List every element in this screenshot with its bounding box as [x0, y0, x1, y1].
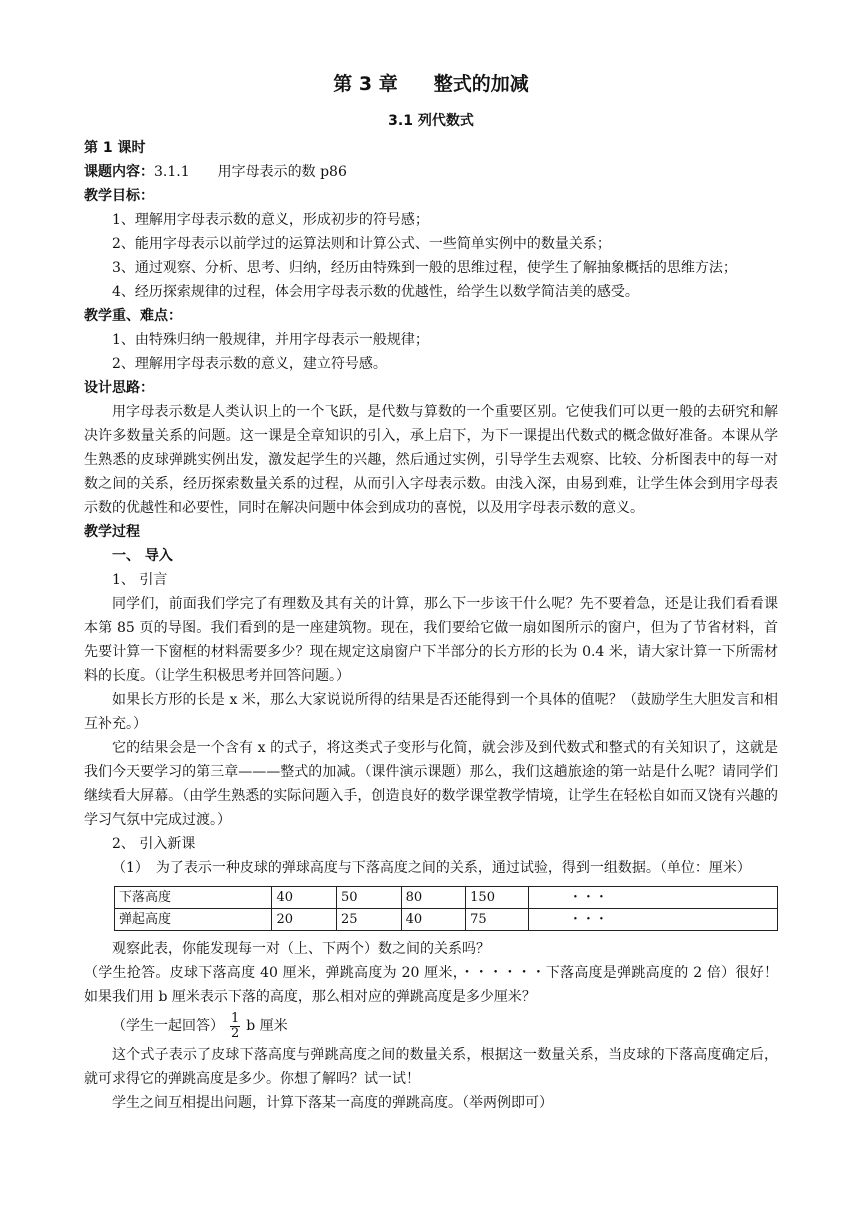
table-cell: 80 — [401, 887, 466, 909]
answer-suffix: b 厘米 — [246, 1018, 288, 1034]
table-cell: 40 — [401, 909, 466, 931]
answer-fraction-line — [84, 1009, 778, 1043]
question-line: 观察此表，你能发现每一对（上、下两个）数之间的关系吗？ — [112, 941, 490, 957]
table-cell: 40 — [272, 887, 337, 909]
table-row — [115, 909, 778, 931]
chapter-number: 第 3 章 — [333, 73, 398, 95]
intro-paragraph-1: 同学们，前面我们学完了有理数及其有关的计算，那么下一步该干什么呢？先不要着急，还是让我们看看课本第 85 页的导图。我们看到的是一座建筑物。现在，我们要给它做一扇如图所示的窗户，但为了节省材料，首先要计算一下窗框的材料需要多少？现在规定这扇窗户下半部分的长方形的长为 0.4 米，请大家计算一下所需材料的长度。（让学生积极思考并回答问题。） — [84, 596, 778, 684]
sub1-heading: 1、 引言 — [112, 572, 168, 588]
goal-item: 4、经历探索规律的过程，体会用字母表示数的优越性，给学生以数学简洁美的感受。 — [112, 284, 639, 300]
table-row — [115, 887, 778, 909]
answer-prefix: （学生一起回答） — [112, 1018, 224, 1034]
lesson-label: 第 1 课时 — [84, 140, 146, 156]
table-cell: 下落高度 — [115, 887, 272, 909]
design-heading: 设计思路： — [84, 380, 154, 396]
fraction-numerator: 1 — [231, 1010, 240, 1026]
fraction-one-half — [230, 1012, 240, 1041]
part1-heading: 一、 导入 — [112, 548, 173, 564]
exercise-paragraph: 学生之间互相提出问题，计算下落某一高度的弹跳高度。（举两例即可） — [112, 1095, 553, 1111]
keypoints-heading: 教学重、难点： — [84, 308, 182, 324]
bounce-data-table — [114, 886, 778, 931]
table-cell: ・・・ — [528, 909, 777, 931]
new-lesson-paragraph: （1） 为了表示一种皮球的弹球高度与下落高度之间的关系，通过试验，得到一组数据。（单位：厘米） — [112, 860, 751, 876]
goal-item: 1、理解用字母表示数的意义，形成初步的符号感； — [112, 212, 429, 228]
design-paragraph: 用字母表示数是人类认识上的一个飞跃，是代数与算数的一个重要区别。它使我们可以更一般的去研究和解决许多数量关系的问题。这一课是全章知识的引入，承上启下，为下一课提出代数式的概念做好准备。本课从学生熟悉的皮球弹跳实例出发，激发起学生的兴趣，然后通过实例，引导学生去观察、比较、分析图表中的每一对数之间的关系，经历探索数量关系的过程，从而引入字母表示数。由浅入深，由易到难，让学生体会到用字母表示数的优越性和必要性，同时在解决问题中体会到成功的喜悦，以及用字母表示数的意义。 — [84, 404, 778, 516]
chapter-name: 整式的加减 — [433, 73, 529, 95]
topic-line — [84, 160, 778, 184]
intro-paragraph-2: 如果长方形的长是 x 米，那么大家说说所得的结果是否还能得到一个具体的值呢？（鼓励学生大胆发言和相互补充。） — [84, 692, 778, 732]
keypoint-item: 2、理解用字母表示数的意义，建立符号感。 — [112, 356, 387, 372]
table-cell: ・・・ — [528, 887, 777, 909]
table-cell: 25 — [337, 909, 402, 931]
topic-label: 课题内容： — [84, 164, 154, 180]
keypoint-item: 1、由特殊归纳一般规律，并用字母表示一般规律； — [112, 332, 429, 348]
intro-paragraph-3: 它的结果会是一个含有 x 的式子，将这类式子变形与化简，就会涉及到代数式和整式的有关知识了，这就是我们今天要学习的第三章———整式的加减。（课件演示课题）那么，我们这趟旅途的第一站是什么呢？请同学们继续看大屏幕。（由学生熟悉的实际问题入手，创造良好的数学课堂教学情境，让学生在轻松自如而又饶有兴趣的学习气氛中完成过渡。） — [84, 740, 778, 828]
table-cell: 50 — [337, 887, 402, 909]
goals-heading: 教学目标： — [84, 188, 154, 204]
answer-paragraph: （学生抢答。皮球下落高度 40 厘米，弹跳高度为 20 厘米，・・・・・・下落高度是弹跳高度的 2 倍）很好！如果我们用 b 厘米表示下落的高度，那么相对应的弹跳高度是多少厘米？ — [84, 965, 778, 1005]
table-cell: 75 — [466, 909, 529, 931]
explanation-paragraph: 这个式子表示了皮球下落高度与弹跳高度之间的数量关系，根据这一数量关系，当皮球的下落高度确定后，就可求得它的弹跳高度是多少。你想了解吗？试一试！ — [84, 1047, 778, 1087]
table-cell: 20 — [272, 909, 337, 931]
document-page — [84, 62, 778, 1115]
sub2-heading: 2、 引入新课 — [112, 836, 196, 852]
goal-item: 2、能用字母表示以前学过的运算法则和计算公式、一些简单实例中的数量关系； — [112, 236, 611, 252]
goal-item: 3、通过观察、分析、思考、归纳，经历由特殊到一般的思维过程，使学生了解抽象概括的思维方法； — [112, 260, 737, 276]
table-cell: 150 — [466, 887, 529, 909]
table-cell: 弹起高度 — [115, 909, 272, 931]
section-title: 3.1 列代数式 — [388, 113, 474, 129]
process-heading: 教学过程 — [84, 524, 140, 540]
fraction-denominator: 2 — [231, 1025, 240, 1041]
chapter-title — [84, 72, 778, 96]
topic-value: 3.1.1 用字母表示的数 p86 — [154, 164, 347, 180]
